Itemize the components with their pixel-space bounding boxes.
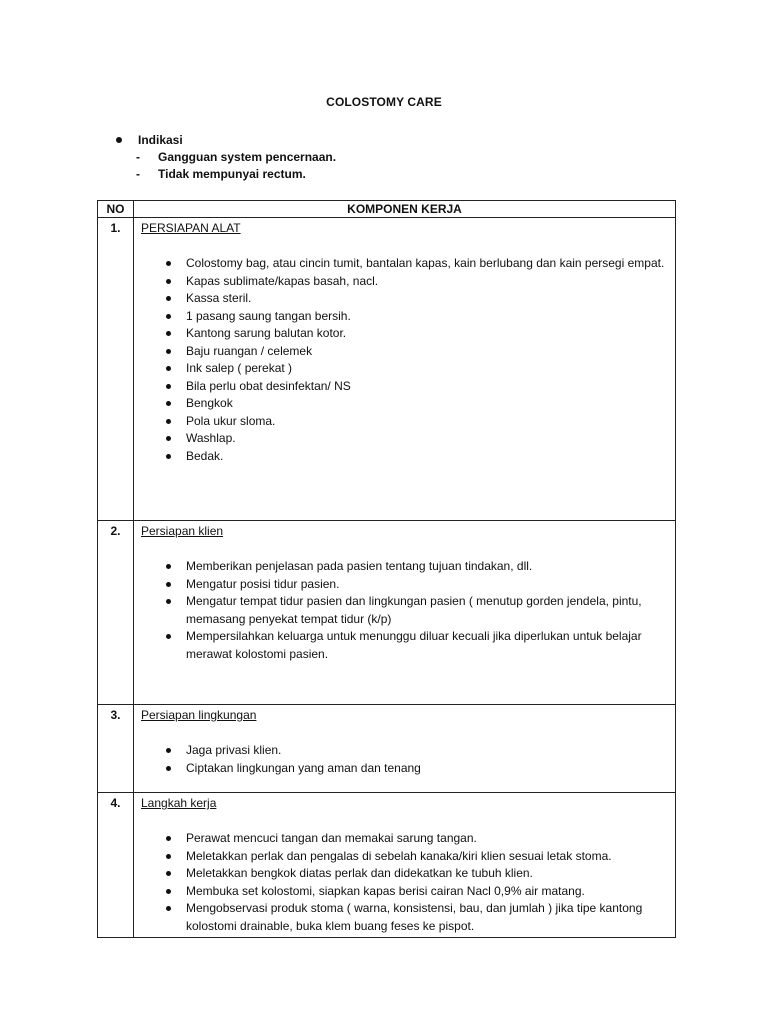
komponen-kerja-table xyxy=(97,200,676,938)
bullet-icon xyxy=(166,766,171,771)
list-item xyxy=(141,760,669,778)
list-item xyxy=(141,273,669,291)
section-title: Langkah kerja xyxy=(141,796,217,810)
list-item-text: Memberikan penjelasan pada pasien tentang tujuan tindakan, dll. xyxy=(186,559,533,573)
list-item xyxy=(141,576,669,594)
bullet-icon xyxy=(166,836,171,841)
bullet-icon xyxy=(166,889,171,894)
indikasi-section xyxy=(114,131,336,182)
list-item-text: Ink salep ( perekat ) xyxy=(186,361,293,375)
header-komponen-kerja: KOMPONEN KERJA xyxy=(134,201,676,218)
list-item xyxy=(141,255,669,273)
list-item xyxy=(141,395,669,413)
list-item xyxy=(141,558,669,576)
list-item-text: Perawat mencuci tangan dan memakai sarung tangan. xyxy=(186,831,477,845)
list-item-text: Mengatur posisi tidur pasien. xyxy=(186,576,340,591)
bullet-list xyxy=(141,255,669,465)
list-item xyxy=(141,325,669,343)
list-item-text: Bila perlu obat desinfektan/ NS xyxy=(186,378,351,393)
indikasi-heading-row xyxy=(114,131,336,148)
list-item-text: Mengobservasi produk stoma ( warna, konsistensi, bau, dan jumlah ) jika tipe kantong kolostomi drainable, buka klem buang feses ke pispot. xyxy=(186,901,643,933)
bullet-icon xyxy=(166,634,171,639)
bullet-list xyxy=(141,558,669,663)
list-item xyxy=(141,848,669,866)
document-title: COLOSTOMY CARE xyxy=(326,95,442,109)
indikasi-heading: Indikasi xyxy=(138,132,183,147)
list-item xyxy=(141,830,669,848)
bullet-icon xyxy=(166,349,171,354)
section-title: PERSIAPAN ALAT xyxy=(141,221,241,235)
row-number: 4. xyxy=(98,793,134,938)
table-row xyxy=(98,793,676,938)
bullet-icon xyxy=(166,436,171,441)
list-item xyxy=(141,593,669,628)
row-content xyxy=(134,521,676,705)
list-item xyxy=(141,290,669,308)
table-row xyxy=(98,521,676,705)
list-item-text: Bedak. xyxy=(186,448,224,463)
bullet-icon xyxy=(166,582,171,587)
list-item xyxy=(141,865,669,883)
dash-marker: - xyxy=(136,166,140,181)
bullet-icon xyxy=(166,261,171,266)
list-item-text: Bengkok xyxy=(186,396,233,410)
bullet-icon xyxy=(166,854,171,859)
list-item xyxy=(141,413,669,431)
list-item-text: Mempersilahkan keluarga untuk menunggu diluar kecuali jika diperlukan untuk belajar merawat kolostomi pasien. xyxy=(186,629,642,661)
list-item-text: Jaga privasi klien. xyxy=(186,743,282,757)
bullet-icon xyxy=(166,279,171,284)
table-header-row xyxy=(98,201,676,218)
section-title: Persiapan klien xyxy=(141,524,224,538)
list-item xyxy=(141,628,669,663)
bullet-icon xyxy=(166,401,171,406)
row-content xyxy=(134,705,676,793)
list-item xyxy=(141,883,669,901)
bullet-icon xyxy=(166,419,171,424)
list-item-text: Baju ruangan / celemek xyxy=(186,343,313,358)
list-item xyxy=(141,448,669,466)
list-item xyxy=(141,360,669,378)
bullet-list xyxy=(141,830,669,935)
list-item-text: Ciptakan lingkungan yang aman dan tenang xyxy=(186,760,421,775)
header-no: NO xyxy=(98,201,134,218)
list-item-text: Kantong sarung balutan kotor. xyxy=(186,326,347,340)
list-item-text: Membuka set kolostomi, siapkan kapas berisi cairan Nacl 0,9% air matang. xyxy=(186,883,585,898)
list-item xyxy=(141,343,669,361)
list-item-text: Kassa steril. xyxy=(186,291,252,305)
list-item-text: 1 pasang saung tangan bersih. xyxy=(186,308,351,323)
table-body xyxy=(98,218,676,938)
list-item xyxy=(141,900,669,935)
indikasi-item xyxy=(114,165,336,182)
list-item xyxy=(141,378,669,396)
bullet-icon xyxy=(166,384,171,389)
row-number: 3. xyxy=(98,705,134,793)
bullet-list xyxy=(141,742,669,777)
bullet-icon xyxy=(166,296,171,301)
table-row xyxy=(98,705,676,793)
table-row xyxy=(98,218,676,521)
list-item-text: Kapas sublimate/kapas basah, nacl. xyxy=(186,273,379,288)
list-item-text: Colostomy bag, atau cincin tumit, bantalan kapas, kain berlubang dan kain persegi empat. xyxy=(186,256,665,270)
list-item-text: Pola ukur sloma. xyxy=(186,413,276,428)
row-number: 1. xyxy=(98,218,134,521)
dash-marker: - xyxy=(136,149,140,164)
list-item xyxy=(141,308,669,326)
row-content xyxy=(134,218,676,521)
bullet-icon xyxy=(166,454,171,459)
list-item-text: Mengatur tempat tidur pasien dan lingkungan pasien ( menutup gorden jendela, pintu, memasang penyekat tempat tidur (k/p) xyxy=(186,594,642,626)
bullet-icon xyxy=(166,314,171,319)
bullet-icon xyxy=(166,599,171,604)
indikasi-item-text: Gangguan system pencernaan. xyxy=(158,149,337,164)
bullet-icon xyxy=(166,366,171,371)
bullet-icon xyxy=(166,906,171,911)
bullet-icon xyxy=(166,331,171,336)
section-title: Persiapan lingkungan xyxy=(141,708,257,722)
row-number: 2. xyxy=(98,521,134,705)
indikasi-item-text: Tidak mempunyai rectum. xyxy=(158,166,306,181)
bullet-icon xyxy=(166,871,171,876)
list-item xyxy=(141,742,669,760)
list-item-text: Washlap. xyxy=(186,431,236,445)
list-item-text: Meletakkan bengkok diatas perlak dan didekatkan ke tubuh klien. xyxy=(186,866,533,880)
indikasi-item xyxy=(114,148,336,165)
row-content xyxy=(134,793,676,938)
list-item-text: Meletakkan perlak dan pengalas di sebelah kanaka/kiri klien sesuai letak stoma. xyxy=(186,848,612,863)
list-item xyxy=(141,430,669,448)
bullet-icon xyxy=(116,137,122,143)
bullet-icon xyxy=(166,564,171,569)
bullet-icon xyxy=(166,748,171,753)
